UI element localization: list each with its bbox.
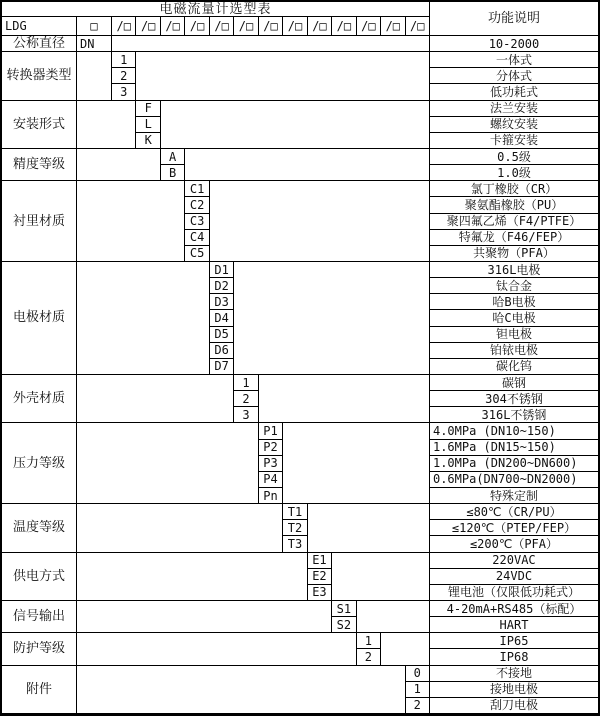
- diameter-desc: 10-2000: [430, 36, 598, 52]
- option-desc: 特氟龙（F46/FEP）: [430, 230, 598, 246]
- option-code: Pn: [259, 488, 283, 504]
- function-column-header: 功能说明: [430, 2, 598, 36]
- option-desc: 0.5级: [430, 149, 598, 165]
- option-desc: 钛合金: [430, 278, 598, 294]
- option-code: T2: [283, 520, 307, 536]
- option-desc: 聚四氟乙烯（F4/PTFE）: [430, 214, 598, 230]
- option-desc: 螺纹安装: [430, 117, 598, 133]
- empty-cell: [185, 149, 430, 181]
- model-slot-box: /□: [332, 17, 356, 36]
- empty-cell: [112, 36, 430, 52]
- model-slot-box: /□: [161, 17, 185, 36]
- option-desc: 24VDC: [430, 569, 598, 585]
- option-code: T3: [283, 536, 307, 552]
- option-code: C1: [185, 181, 209, 197]
- model-slot-box: /□: [185, 17, 209, 36]
- model-slot-box: /□: [308, 17, 332, 36]
- empty-cell: [381, 633, 430, 665]
- empty-cell: [77, 423, 259, 504]
- option-desc: 316L电极: [430, 262, 598, 278]
- empty-cell: [77, 149, 161, 181]
- option-code: 2: [357, 649, 381, 665]
- option-code: E3: [308, 585, 332, 601]
- empty-cell: [283, 423, 430, 504]
- option-desc: 法兰安装: [430, 101, 598, 117]
- option-code: D1: [210, 262, 234, 278]
- option-desc: 共聚物（PFA）: [430, 246, 598, 262]
- model-slot-box: /□: [210, 17, 234, 36]
- option-desc: 1.0级: [430, 165, 598, 181]
- empty-cell: [77, 181, 185, 262]
- empty-cell: [136, 52, 430, 100]
- model-base-box: □: [77, 17, 112, 36]
- model-slot-box: /□: [112, 17, 136, 36]
- option-code: P2: [259, 440, 283, 456]
- option-code: C2: [185, 197, 209, 213]
- option-desc: 碳化钨: [430, 359, 598, 375]
- option-code: 1: [357, 633, 381, 649]
- row-label: 压力等级: [2, 423, 77, 504]
- option-desc: IP68: [430, 649, 598, 665]
- option-desc: 一体式: [430, 52, 598, 68]
- model-slot-box: /□: [259, 17, 283, 36]
- option-code: E1: [308, 553, 332, 569]
- option-code: D6: [210, 343, 234, 359]
- model-prefix: LDG: [2, 17, 77, 36]
- row-label: 防护等级: [2, 633, 77, 665]
- option-code: 2: [406, 698, 430, 714]
- empty-cell: [332, 553, 430, 601]
- option-code: E2: [308, 569, 332, 585]
- option-code: B: [161, 165, 185, 181]
- empty-cell: [210, 181, 430, 262]
- option-code: D7: [210, 359, 234, 375]
- option-desc: ≤200℃（PFA）: [430, 536, 598, 552]
- option-code: 3: [234, 407, 258, 423]
- option-code: P1: [259, 423, 283, 439]
- option-desc: 铂铱电极: [430, 343, 598, 359]
- model-slot-box: /□: [283, 17, 307, 36]
- empty-cell: [308, 504, 430, 552]
- model-slot-box: /□: [136, 17, 160, 36]
- option-code: 2: [112, 68, 136, 84]
- row-label: 附件: [2, 666, 77, 714]
- row-label: 供电方式: [2, 553, 77, 601]
- option-desc: 接地电极: [430, 682, 598, 698]
- option-desc: 304不锈钢: [430, 391, 598, 407]
- option-desc: 卡箍安装: [430, 133, 598, 149]
- option-desc: 低功耗式: [430, 84, 598, 100]
- option-code: S1: [332, 601, 356, 617]
- empty-cell: [77, 601, 332, 633]
- empty-cell: [77, 666, 406, 714]
- option-code: D5: [210, 327, 234, 343]
- option-code: C5: [185, 246, 209, 262]
- row-label: 转换器类型: [2, 52, 77, 100]
- option-desc: 氯丁橡胶（CR）: [430, 181, 598, 197]
- option-code: 3: [112, 84, 136, 100]
- option-desc: 1.0MPa (DN200~DN600): [430, 456, 598, 472]
- option-desc: 4.0MPa (DN10~150): [430, 423, 598, 439]
- empty-cell: [357, 601, 430, 633]
- option-desc: 0.6MPa(DN700~DN2000): [430, 472, 598, 488]
- row-label: 衬里材质: [2, 181, 77, 262]
- option-code: 2: [234, 391, 258, 407]
- option-desc: 聚氨酯橡胶（PU）: [430, 197, 598, 213]
- option-code: C4: [185, 230, 209, 246]
- empty-cell: [77, 52, 112, 100]
- row-label: 精度等级: [2, 149, 77, 181]
- option-desc: ≤80℃（CR/PU）: [430, 504, 598, 520]
- empty-cell: [161, 101, 430, 149]
- row-label: 信号输出: [2, 601, 77, 633]
- model-slot-box: /□: [381, 17, 405, 36]
- empty-cell: [259, 375, 430, 423]
- option-desc: 锂电池（仅限低功耗式）: [430, 585, 598, 601]
- option-code: A: [161, 149, 185, 165]
- option-desc: HART: [430, 617, 598, 633]
- table-title: 电磁流量计选型表: [2, 2, 430, 17]
- option-code: C3: [185, 214, 209, 230]
- model-slot-box: /□: [357, 17, 381, 36]
- empty-cell: [77, 101, 136, 149]
- option-desc: 220VAC: [430, 553, 598, 569]
- option-desc: 哈C电极: [430, 310, 598, 326]
- option-desc: 4-20mA+RS485（标配）: [430, 601, 598, 617]
- option-desc: 不接地: [430, 666, 598, 682]
- option-code: P4: [259, 472, 283, 488]
- option-desc: IP65: [430, 633, 598, 649]
- option-code: P3: [259, 456, 283, 472]
- empty-cell: [77, 262, 210, 375]
- row-label: 外壳材质: [2, 375, 77, 423]
- option-desc: 钽电极: [430, 327, 598, 343]
- option-code: 1: [234, 375, 258, 391]
- option-code: D2: [210, 278, 234, 294]
- empty-cell: [77, 633, 357, 665]
- option-code: F: [136, 101, 160, 117]
- option-desc: 碳钢: [430, 375, 598, 391]
- option-code: K: [136, 133, 160, 149]
- option-code: S2: [332, 617, 356, 633]
- empty-cell: [234, 262, 430, 375]
- option-code: L: [136, 117, 160, 133]
- model-slot-box: /□: [406, 17, 430, 36]
- row-label: 安装形式: [2, 101, 77, 149]
- model-slot-box: /□: [234, 17, 258, 36]
- empty-cell: [77, 553, 308, 601]
- option-code: 0: [406, 666, 430, 682]
- row-label: 电极材质: [2, 262, 77, 375]
- option-desc: 1.6MPa (DN15~150): [430, 440, 598, 456]
- option-code: 1: [112, 52, 136, 68]
- diameter-code: DN: [77, 36, 112, 52]
- option-desc: ≤120℃（PTEP/FEP）: [430, 520, 598, 536]
- empty-cell: [77, 375, 234, 423]
- option-code: D4: [210, 310, 234, 326]
- row-label: 温度等级: [2, 504, 77, 552]
- option-desc: 特殊定制: [430, 488, 598, 504]
- option-desc: 哈B电极: [430, 294, 598, 310]
- option-desc: 分体式: [430, 68, 598, 84]
- empty-cell: [77, 504, 283, 552]
- option-desc: 刮刀电极: [430, 698, 598, 714]
- row-label-diameter: 公称直径: [2, 36, 77, 52]
- option-desc: 316L不锈钢: [430, 407, 598, 423]
- option-code: D3: [210, 294, 234, 310]
- option-code: 1: [406, 682, 430, 698]
- option-code: T1: [283, 504, 307, 520]
